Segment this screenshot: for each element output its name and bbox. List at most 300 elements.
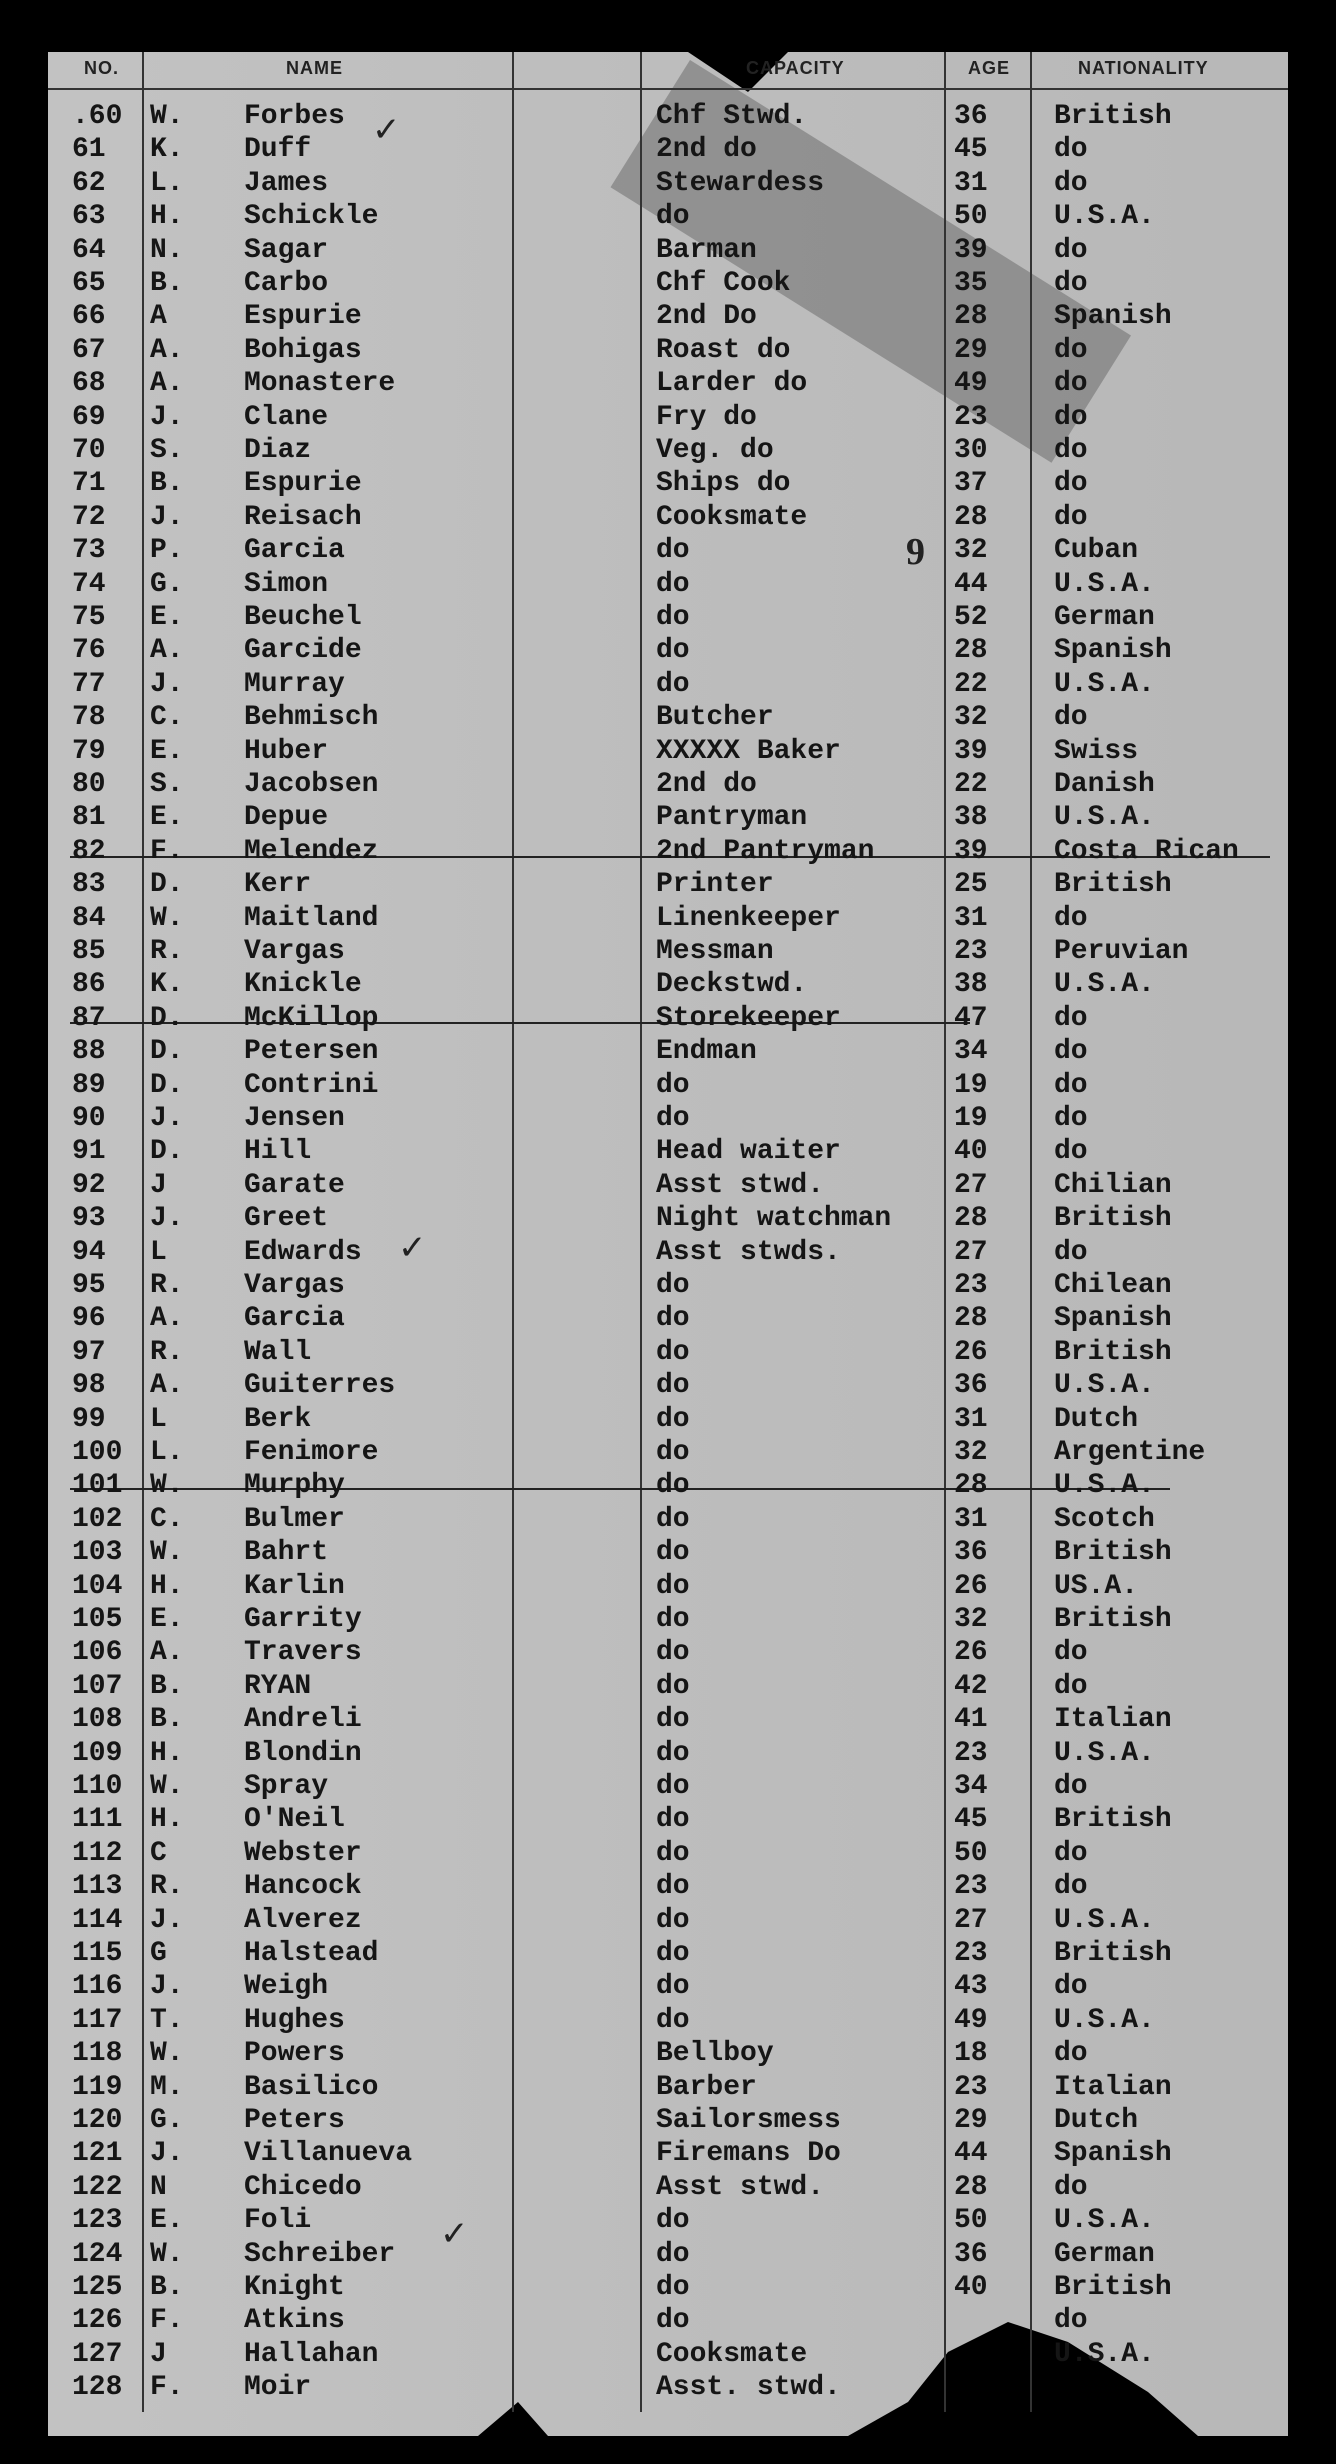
row-initial: J. — [150, 2138, 184, 2170]
table-row — [0, 1236, 1336, 1270]
row-initial: L. — [150, 1437, 184, 1468]
row-capacity: Asst stwd. — [656, 1169, 825, 1201]
row-number: 89 — [72, 1069, 106, 1101]
row-nationality: do — [1054, 1871, 1088, 1903]
table-row — [0, 1503, 1336, 1537]
table-row — [0, 1904, 1336, 1938]
table-row — [0, 1302, 1336, 1336]
row-nationality: do — [1054, 334, 1088, 366]
row-number: 80 — [72, 769, 106, 800]
row-name: Hill — [244, 1136, 312, 1168]
row-number: 87 — [72, 1002, 106, 1034]
row-initial: E. — [150, 1604, 184, 1635]
row-name: Atkins — [244, 2305, 345, 2337]
row-name: Duff — [244, 134, 312, 166]
row-nationality: US.A. — [1054, 1570, 1139, 1602]
row-age: 38 — [954, 802, 988, 834]
row-name: Powers — [244, 2038, 345, 2070]
row-initial: F. — [150, 2305, 184, 2337]
row-capacity: do — [656, 2305, 690, 2337]
row-capacity: Endman — [656, 1036, 757, 1068]
row-number: 127 — [72, 2338, 123, 2370]
row-age: 44 — [954, 568, 988, 600]
row-capacity: Asst. stwd. — [656, 2372, 841, 2404]
row-initial: G. — [150, 2105, 184, 2136]
row-nationality: U.S.A. — [1054, 2205, 1155, 2237]
row-initial: W. — [150, 1537, 184, 1569]
table-row — [0, 935, 1336, 969]
row-nationality: do — [1054, 2305, 1088, 2337]
row-initial: W. — [150, 2038, 184, 2070]
row-number: 71 — [72, 468, 106, 500]
row-capacity: Asst stwds. — [656, 1236, 841, 1268]
row-age: 23 — [954, 1270, 988, 1301]
header-divider — [48, 88, 1288, 90]
row-initial: N. — [150, 234, 184, 266]
row-nationality: Chilian — [1054, 1169, 1172, 1201]
row-initial: L — [150, 1403, 167, 1435]
row-capacity: do — [656, 1336, 690, 1368]
row-number: 78 — [72, 702, 106, 734]
row-nationality: British — [1054, 1804, 1172, 1836]
row-name: Schreiber — [244, 2238, 396, 2270]
row-nationality: Spanish — [1054, 635, 1172, 667]
row-initial: J. — [150, 401, 184, 433]
row-nationality: Spanish — [1054, 2138, 1172, 2170]
row-name: Espurie — [244, 468, 362, 500]
row-nationality: U.S.A. — [1054, 1370, 1155, 1402]
row-capacity: do — [656, 1771, 690, 1802]
row-initial: K. — [150, 969, 184, 1001]
row-number: 73 — [72, 535, 106, 567]
row-nationality: Cuban — [1054, 535, 1139, 567]
row-nationality: Dutch — [1054, 1403, 1139, 1435]
row-nationality: do — [1054, 468, 1088, 500]
row-number: 103 — [72, 1537, 123, 1569]
row-number: 97 — [72, 1336, 106, 1368]
row-number: 128 — [72, 2372, 123, 2404]
row-initial: W. — [150, 902, 184, 934]
row-nationality: do — [1054, 435, 1088, 466]
table-row — [0, 2071, 1336, 2105]
row-number: 95 — [72, 1270, 106, 1301]
row-age: 26 — [954, 1570, 988, 1602]
row-number: 92 — [72, 1169, 106, 1201]
row-name: Fenimore — [244, 1437, 379, 1468]
table-row — [0, 968, 1336, 1002]
row-capacity: Fry do — [656, 401, 757, 433]
table-row — [0, 300, 1336, 334]
row-name: Guiterres — [244, 1370, 396, 1402]
table-row — [0, 1336, 1336, 1370]
row-capacity: do — [656, 2238, 690, 2270]
row-age: 40 — [954, 1136, 988, 1168]
row-name: McKillop — [244, 1002, 379, 1034]
row-name: Garcia — [244, 1303, 345, 1335]
row-capacity: Deckstwd. — [656, 969, 808, 1001]
row-nationality: do — [1054, 1036, 1088, 1068]
row-nationality: British — [1054, 1938, 1172, 1969]
row-age: 23 — [954, 936, 988, 967]
row-name: Spray — [244, 1771, 329, 1802]
row-capacity: do — [656, 1938, 690, 1969]
row-capacity: Cooksmate — [656, 2338, 808, 2370]
row-capacity: do — [656, 1670, 690, 1702]
row-number: 72 — [72, 501, 106, 533]
table-row — [0, 1536, 1336, 1570]
table-row — [0, 1937, 1336, 1971]
row-nationality: do — [1054, 1069, 1088, 1101]
table-row — [0, 1770, 1336, 1804]
table-row — [0, 534, 1336, 568]
table-row — [0, 1703, 1336, 1737]
row-nationality: do — [1054, 234, 1088, 266]
row-name: Knight — [244, 2272, 345, 2303]
row-nationality: Swiss — [1054, 735, 1139, 767]
row-name: Villanueva — [244, 2138, 413, 2170]
row-name: Monastere — [244, 368, 396, 400]
row-initial: H. — [150, 201, 184, 233]
table-row — [0, 735, 1336, 769]
table-row — [0, 2171, 1336, 2205]
row-capacity: do — [656, 535, 690, 567]
row-initial: B. — [150, 1704, 184, 1736]
row-age: 47 — [954, 1002, 988, 1034]
row-nationality: do — [1054, 1670, 1088, 1702]
row-age: 50 — [954, 2205, 988, 2237]
row-number: 115 — [72, 1938, 123, 1969]
row-capacity: 2nd Pantryman — [656, 835, 875, 867]
row-number: 83 — [72, 869, 106, 901]
row-age: 49 — [954, 368, 988, 400]
row-name: Alverez — [244, 1904, 362, 1936]
row-number: 108 — [72, 1704, 123, 1736]
table-row — [0, 133, 1336, 167]
row-initial: B. — [150, 1670, 184, 1702]
row-age: 26 — [954, 1336, 988, 1368]
row-name: Reisach — [244, 501, 362, 533]
row-age: 22 — [954, 668, 988, 700]
row-name: Petersen — [244, 1036, 379, 1068]
row-name: Hughes — [244, 2004, 345, 2036]
row-capacity: do — [656, 602, 690, 633]
row-capacity: do — [656, 2205, 690, 2237]
table-row — [0, 1803, 1336, 1837]
row-capacity: Pantryman — [656, 802, 808, 834]
row-nationality: Costa Rican — [1054, 835, 1239, 867]
row-age: 50 — [954, 1837, 988, 1869]
row-capacity: do — [656, 1470, 690, 1502]
row-age: 23 — [954, 2071, 988, 2103]
row-number: 76 — [72, 635, 106, 667]
row-initial: S. — [150, 769, 184, 800]
row-initial: W. — [150, 1470, 184, 1502]
row-capacity: do — [656, 1804, 690, 1836]
row-number: 82 — [72, 835, 106, 867]
row-nationality: do — [1054, 134, 1088, 166]
row-age: 19 — [954, 1103, 988, 1134]
row-age: 27 — [954, 1236, 988, 1268]
row-nationality: do — [1054, 1236, 1088, 1268]
row-name: Jensen — [244, 1103, 345, 1134]
row-number: .60 — [72, 101, 123, 132]
row-age: 49 — [954, 2004, 988, 2036]
row-age: 50 — [954, 201, 988, 233]
row-number: 116 — [72, 1971, 123, 2003]
row-number: 114 — [72, 1904, 123, 1936]
row-initial: R. — [150, 1270, 184, 1301]
row-initial: J — [150, 1169, 167, 1201]
row-nationality: Italian — [1054, 2071, 1172, 2103]
row-nationality: U.S.A. — [1054, 1904, 1155, 1936]
row-capacity: do — [656, 2004, 690, 2036]
row-initial: B. — [150, 268, 184, 299]
row-initial: H. — [150, 1804, 184, 1836]
row-age: 40 — [954, 2272, 988, 2303]
row-capacity: Messman — [656, 936, 774, 967]
table-row — [0, 1469, 1336, 1503]
table-row — [0, 1603, 1336, 1637]
row-nationality: U.S.A. — [1054, 568, 1155, 600]
check-mark-icon: ✓ — [398, 1228, 427, 1268]
row-nationality: Scotch — [1054, 1503, 1155, 1535]
table-row — [0, 634, 1336, 668]
row-initial: R. — [150, 936, 184, 967]
table-row — [0, 234, 1336, 268]
row-initial: J. — [150, 668, 184, 700]
row-nationality: do — [1054, 702, 1088, 734]
row-initial: A. — [150, 635, 184, 667]
table-row — [0, 1970, 1336, 2004]
row-age: 34 — [954, 1036, 988, 1068]
row-name: Edwards — [244, 1236, 362, 1268]
row-name: Webster — [244, 1837, 362, 1869]
row-number: 65 — [72, 268, 106, 299]
row-nationality: do — [1054, 902, 1088, 934]
table-row — [0, 167, 1336, 201]
row-initial: J — [150, 2338, 167, 2370]
row-age: 36 — [954, 2238, 988, 2270]
row-number: 63 — [72, 201, 106, 233]
row-name: Basilico — [244, 2071, 379, 2103]
row-name: Bulmer — [244, 1503, 345, 1535]
row-number: 69 — [72, 401, 106, 433]
row-capacity: do — [656, 1704, 690, 1736]
row-nationality: British — [1054, 101, 1172, 132]
row-initial: D. — [150, 1036, 184, 1068]
row-initial: H. — [150, 1570, 184, 1602]
row-name: James — [244, 167, 329, 199]
row-name: Jacobsen — [244, 769, 379, 800]
row-name: Kerr — [244, 869, 312, 901]
table-row — [0, 1269, 1336, 1303]
row-age: 52 — [954, 602, 988, 633]
table-row — [0, 668, 1336, 702]
row-number: 61 — [72, 134, 106, 166]
row-age: 39 — [954, 835, 988, 867]
row-name: Bahrt — [244, 1537, 329, 1569]
row-number: 110 — [72, 1771, 123, 1802]
row-age: 42 — [954, 1670, 988, 1702]
row-age: 28 — [954, 1303, 988, 1335]
row-name: Peters — [244, 2105, 345, 2136]
row-name: RYAN — [244, 1670, 312, 1702]
row-capacity: Linenkeeper — [656, 902, 841, 934]
table-row — [0, 2004, 1336, 2038]
row-age: 27 — [954, 1904, 988, 1936]
table-row — [0, 1570, 1336, 1604]
header-age: AGE — [968, 58, 1011, 78]
row-number: 79 — [72, 735, 106, 767]
row-number: 91 — [72, 1136, 106, 1168]
row-name: Contrini — [244, 1069, 379, 1101]
row-age: 32 — [954, 702, 988, 734]
row-initial: C — [150, 1837, 167, 1869]
row-nationality: Argentine — [1054, 1437, 1206, 1468]
row-age: 44 — [954, 2138, 988, 2170]
row-initial: D. — [150, 1136, 184, 1168]
row-age: 39 — [954, 735, 988, 767]
row-age: 32 — [954, 535, 988, 567]
row-name: Foli — [244, 2205, 312, 2237]
row-name: Huber — [244, 735, 329, 767]
row-capacity: Stewardess — [656, 167, 825, 199]
table-row — [0, 401, 1336, 435]
row-age: 23 — [954, 1737, 988, 1769]
row-name: Knickle — [244, 969, 362, 1001]
row-age: 28 — [954, 1203, 988, 1235]
table-row — [0, 801, 1336, 835]
row-age: 41 — [954, 1704, 988, 1736]
row-age: 45 — [954, 134, 988, 166]
row-initial: D. — [150, 1069, 184, 1101]
row-name: Espurie — [244, 301, 362, 333]
row-age: 29 — [954, 334, 988, 366]
row-number: 68 — [72, 368, 106, 400]
row-number: 100 — [72, 1437, 123, 1468]
row-capacity: do — [656, 568, 690, 600]
row-capacity: Veg. do — [656, 435, 774, 466]
row-age: 36 — [954, 1370, 988, 1402]
table-row — [0, 835, 1336, 869]
row-name: Diaz — [244, 435, 312, 466]
row-name: Carbo — [244, 268, 329, 299]
row-initial: W. — [150, 101, 184, 132]
row-nationality: do — [1054, 167, 1088, 199]
row-number: 70 — [72, 435, 106, 466]
row-capacity: do — [656, 1270, 690, 1301]
row-nationality: U.S.A. — [1054, 1737, 1155, 1769]
row-initial: H. — [150, 1737, 184, 1769]
row-age: 31 — [954, 902, 988, 934]
row-name: Vargas — [244, 1270, 345, 1301]
header-name: NAME — [286, 58, 343, 78]
row-capacity: Larder do — [656, 368, 808, 400]
table-row — [0, 2304, 1336, 2338]
row-number: 113 — [72, 1871, 123, 1903]
row-nationality: U.S.A. — [1054, 802, 1155, 834]
row-name: Forbes — [244, 101, 345, 132]
row-age: 38 — [954, 969, 988, 1001]
row-initial: L — [150, 1236, 167, 1268]
row-initial: K. — [150, 134, 184, 166]
row-nationality: Spanish — [1054, 1303, 1172, 1335]
row-initial: G. — [150, 568, 184, 600]
row-capacity: do — [656, 1437, 690, 1468]
row-nationality: Danish — [1054, 769, 1155, 800]
row-age: 35 — [954, 268, 988, 299]
row-nationality: do — [1054, 1837, 1088, 1869]
row-capacity: Ships do — [656, 468, 791, 500]
row-number: 75 — [72, 602, 106, 633]
row-number: 118 — [72, 2038, 123, 2070]
table-row — [0, 601, 1336, 635]
table-row — [0, 568, 1336, 602]
table-row — [0, 768, 1336, 802]
row-age: 28 — [954, 635, 988, 667]
row-nationality: U.S.A. — [1054, 969, 1155, 1001]
row-initial: T. — [150, 2004, 184, 2036]
row-age: 28 — [954, 2171, 988, 2203]
row-nationality: U.S.A. — [1054, 668, 1155, 700]
row-nationality: Peruvian — [1054, 936, 1189, 967]
row-name: Bohigas — [244, 334, 362, 366]
row-name: Schickle — [244, 201, 379, 233]
row-capacity: do — [656, 635, 690, 667]
row-nationality: do — [1054, 1103, 1088, 1134]
row-number: 86 — [72, 969, 106, 1001]
row-name: Hallahan — [244, 2338, 379, 2370]
row-initial: E. — [150, 802, 184, 834]
row-number: 125 — [72, 2272, 123, 2303]
table-row — [0, 902, 1336, 936]
row-age: 32 — [954, 1604, 988, 1635]
row-initial: L. — [150, 167, 184, 199]
row-age: 28 — [954, 1470, 988, 1502]
row-age: 23 — [954, 401, 988, 433]
row-age: 25 — [954, 869, 988, 901]
row-initial: J. — [150, 1203, 184, 1235]
table-row — [0, 1069, 1336, 1103]
row-nationality: do — [1054, 1002, 1088, 1034]
row-number: 66 — [72, 301, 106, 333]
row-nationality: do — [1054, 1637, 1088, 1669]
header-no: NO. — [84, 58, 120, 78]
table-row — [0, 2137, 1336, 2171]
row-age: 28 — [954, 301, 988, 333]
row-name: Karlin — [244, 1570, 345, 1602]
check-mark-icon: ✓ — [440, 2214, 469, 2254]
row-name: Murphy — [244, 1470, 345, 1502]
row-initial: R. — [150, 1871, 184, 1903]
header-capacity: CAPACITY — [746, 58, 845, 78]
row-capacity: do — [656, 1637, 690, 1669]
row-initial: D. — [150, 1002, 184, 1034]
row-nationality: U.S.A. — [1054, 201, 1155, 233]
row-number: 81 — [72, 802, 106, 834]
row-age: 32 — [954, 1437, 988, 1468]
header-nationality: NATIONALITY — [1078, 58, 1209, 78]
row-capacity: do — [656, 1737, 690, 1769]
row-number: 74 — [72, 568, 106, 600]
row-capacity: do — [656, 1069, 690, 1101]
row-capacity: do — [656, 1103, 690, 1134]
row-name: Sagar — [244, 234, 329, 266]
row-capacity: Barman — [656, 234, 757, 266]
row-initial: E. — [150, 602, 184, 633]
row-capacity: do — [656, 1904, 690, 1936]
table-row — [0, 1369, 1336, 1403]
